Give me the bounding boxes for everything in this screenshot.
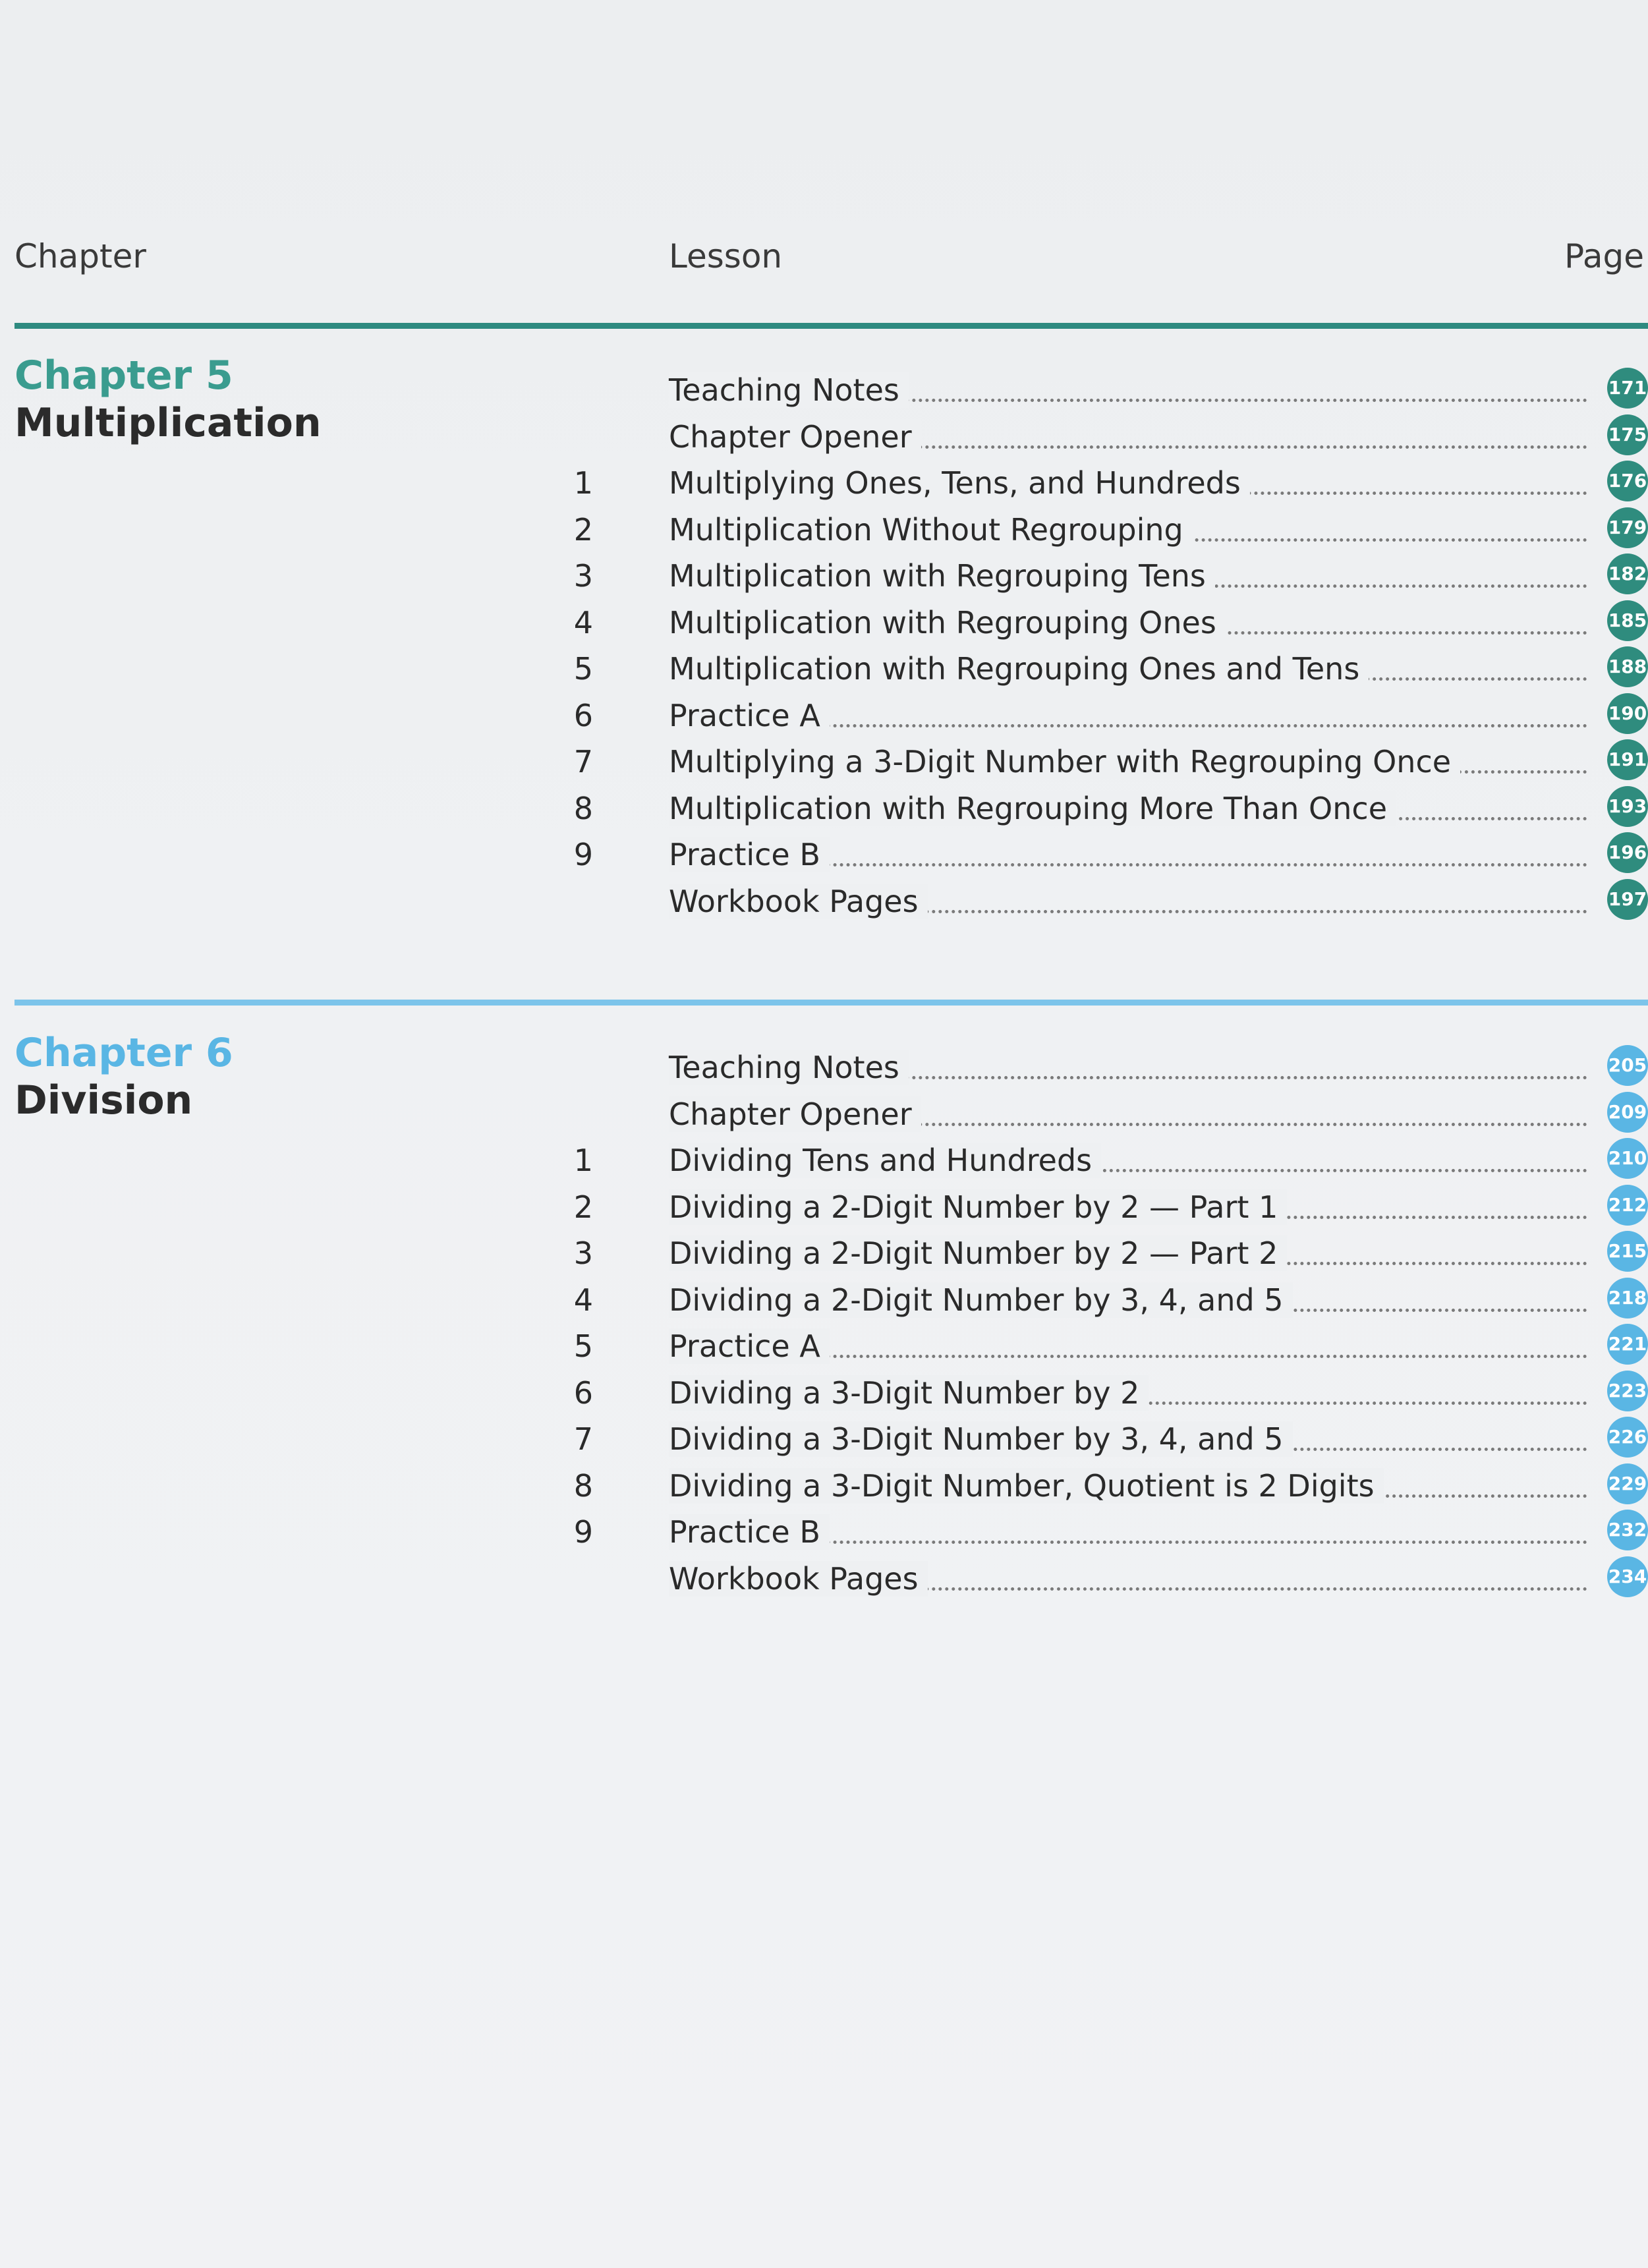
page-number-badge: 212 [1607, 1185, 1648, 1226]
lesson-number: 1 [573, 465, 593, 501]
lesson-title: Teaching Notes [669, 1050, 909, 1085]
lesson-title: Dividing a 2-Digit Number by 2 — Part 1 [669, 1189, 1287, 1225]
lesson-title: Dividing Tens and Hundreds [669, 1143, 1101, 1178]
lesson-number: 6 [573, 1375, 593, 1411]
header-lesson: Lesson [669, 237, 783, 275]
page-number-badge: 232 [1607, 1510, 1648, 1550]
lesson-number: 4 [573, 1282, 593, 1318]
page-number-badge: 215 [1607, 1231, 1648, 1272]
header-page: Page [1564, 237, 1644, 275]
page-number-badge: 223 [1607, 1371, 1648, 1411]
lesson-number: 5 [573, 1328, 593, 1364]
lesson-title: Dividing a 3-Digit Number, Quotient is 2 Digits [669, 1468, 1384, 1504]
chapter-divider [14, 1000, 1648, 1006]
lesson-row[interactable] [0, 505, 1648, 552]
page-number-badge: 193 [1607, 786, 1648, 827]
lesson-row[interactable] [0, 1461, 1648, 1508]
page-number-badge: 229 [1607, 1463, 1648, 1504]
page-number-badge: 176 [1607, 461, 1648, 501]
lesson-number: 6 [573, 697, 593, 733]
lesson-title: Dividing a 2-Digit Number by 2 — Part 2 [669, 1235, 1287, 1271]
lesson-row[interactable] [0, 1369, 1648, 1415]
lesson-title: Dividing a 3-Digit Number by 3, 4, and 5 [669, 1421, 1293, 1457]
lesson-number: 1 [573, 1143, 593, 1178]
lesson-number: 9 [573, 1514, 593, 1550]
chapter-title: Division [14, 1077, 193, 1123]
lesson-number: 5 [573, 651, 593, 687]
page-number-badge: 185 [1607, 600, 1648, 641]
page-number-badge: 196 [1607, 832, 1648, 873]
lesson-row[interactable] [0, 1183, 1648, 1230]
lesson-row[interactable] [0, 737, 1648, 784]
lesson-title: Workbook Pages [669, 884, 928, 919]
lesson-number: 4 [573, 604, 593, 640]
lesson-row[interactable] [0, 1229, 1648, 1276]
lesson-row[interactable] [0, 1136, 1648, 1183]
lesson-row[interactable] [0, 877, 1648, 924]
page-number-badge: 226 [1607, 1417, 1648, 1458]
lesson-row[interactable] [0, 784, 1648, 831]
lesson-row[interactable] [0, 830, 1648, 877]
header-chapter: Chapter [14, 237, 146, 275]
lesson-number: 7 [573, 1421, 593, 1457]
page-number-badge: 209 [1607, 1092, 1648, 1133]
page-number-badge: 221 [1607, 1324, 1648, 1365]
chapter-title: Multiplication [14, 400, 322, 446]
page-number-badge: 190 [1607, 693, 1648, 734]
lesson-row[interactable] [0, 1090, 1648, 1137]
lesson-row[interactable] [0, 644, 1648, 691]
page-number-badge: 182 [1607, 553, 1648, 594]
lesson-title: Multiplication with Regrouping Tens [669, 558, 1215, 594]
page-number-badge: 234 [1607, 1556, 1648, 1597]
lesson-row[interactable] [0, 552, 1648, 598]
lesson-title: Multiplication with Regrouping Ones and Tens [669, 651, 1369, 687]
header-divider [14, 323, 1648, 329]
lesson-row[interactable] [0, 598, 1648, 645]
lesson-title: Multiplication with Regrouping More Than Once [669, 791, 1396, 826]
lesson-title: Practice B [669, 1514, 830, 1550]
lesson-title: Multiplication Without Regrouping [669, 512, 1193, 548]
page-number-badge: 191 [1607, 739, 1648, 780]
lesson-row[interactable] [0, 1322, 1648, 1369]
lesson-title: Chapter Opener [669, 1096, 921, 1132]
lesson-row[interactable] [0, 691, 1648, 738]
lesson-title: Dividing a 2-Digit Number by 3, 4, and 5 [669, 1282, 1293, 1318]
chapter-number: Chapter 6 [14, 1030, 233, 1076]
lesson-row[interactable] [0, 1043, 1648, 1090]
lesson-number: 9 [573, 837, 593, 872]
lesson-title: Multiplication with Regrouping Ones [669, 605, 1226, 640]
toc-header [0, 237, 1648, 290]
chapter-number: Chapter 5 [14, 353, 233, 399]
lesson-number: 7 [573, 744, 593, 780]
lesson-row[interactable] [0, 459, 1648, 505]
lesson-title: Practice A [669, 698, 830, 733]
page-number-badge: 210 [1607, 1138, 1648, 1179]
lesson-title: Multiplying a 3-Digit Number with Regrouping Once [669, 744, 1460, 780]
lesson-number: 2 [573, 511, 593, 548]
lesson-row[interactable] [0, 1276, 1648, 1322]
page-number-badge: 205 [1607, 1045, 1648, 1086]
lesson-number: 3 [573, 558, 593, 594]
lesson-row[interactable] [0, 1554, 1648, 1601]
lesson-title: Practice B [669, 837, 830, 872]
lesson-title: Practice A [669, 1328, 830, 1364]
lesson-row[interactable] [0, 366, 1648, 412]
page-number-badge: 171 [1607, 368, 1648, 409]
page-number-badge: 197 [1607, 879, 1648, 920]
lesson-number: 8 [573, 1467, 593, 1504]
page-number-badge: 218 [1607, 1278, 1648, 1318]
page-number-badge: 179 [1607, 507, 1648, 548]
lesson-title: Multiplying Ones, Tens, and Hundreds [669, 465, 1250, 501]
lesson-number: 3 [573, 1235, 593, 1271]
page-number-badge: 188 [1607, 646, 1648, 687]
lesson-title: Chapter Opener [669, 419, 921, 455]
lesson-row[interactable] [0, 1415, 1648, 1461]
lesson-title: Dividing a 3-Digit Number by 2 [669, 1375, 1149, 1411]
lesson-row[interactable] [0, 412, 1648, 459]
lesson-number: 2 [573, 1189, 593, 1225]
lesson-row[interactable] [0, 1508, 1648, 1554]
lesson-title: Workbook Pages [669, 1561, 928, 1597]
lesson-title: Teaching Notes [669, 372, 909, 408]
page-number-badge: 175 [1607, 414, 1648, 455]
lesson-number: 8 [573, 790, 593, 826]
